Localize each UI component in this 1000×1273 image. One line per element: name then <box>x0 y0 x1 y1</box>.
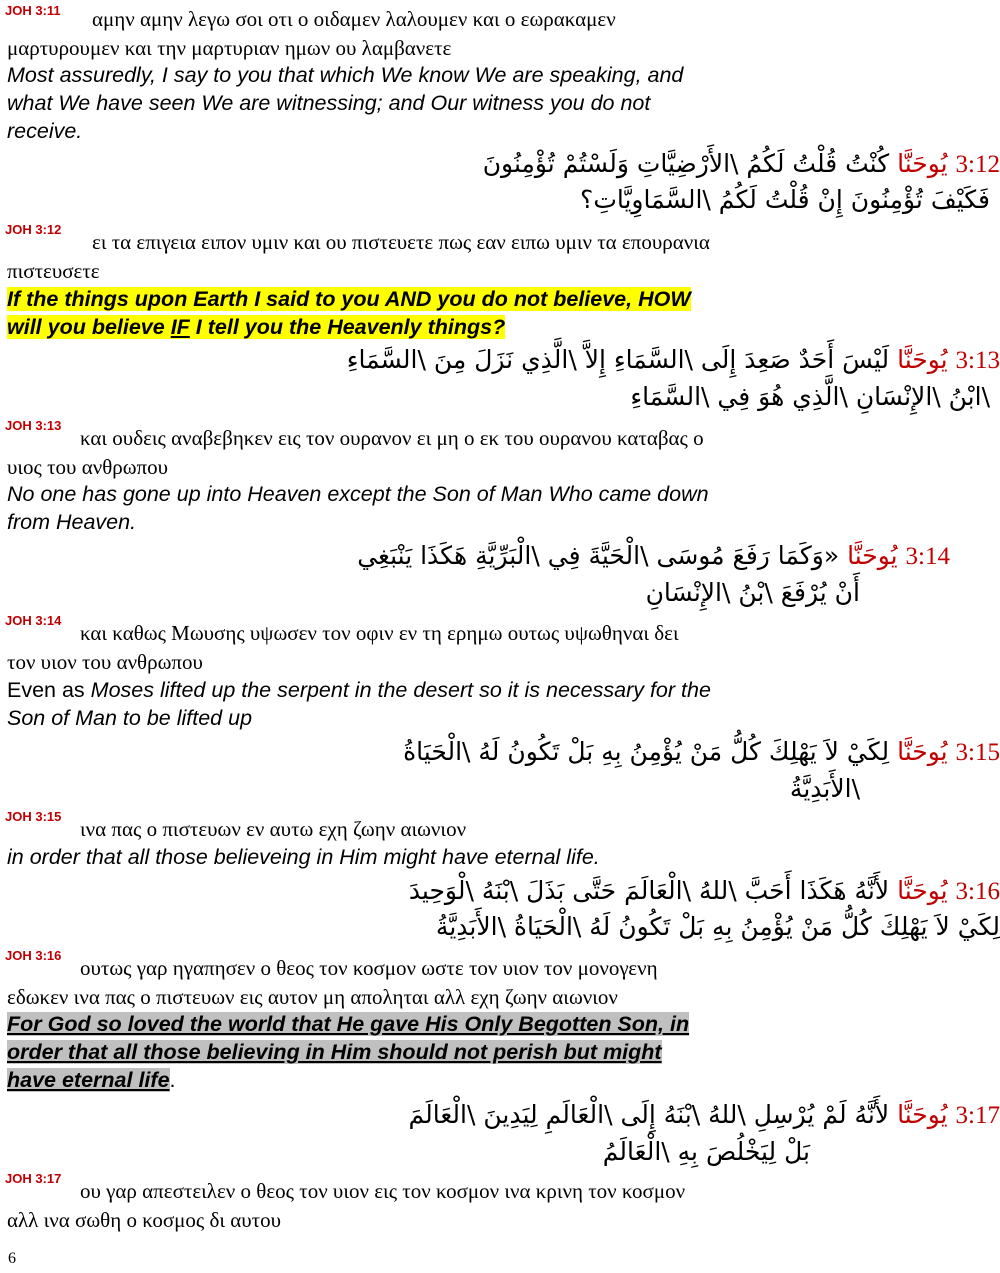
greek-text: υιος του ανθρωπου <box>7 455 169 479</box>
arabic-text: لِكَيْ لاَ يَهْلِكَ كُلُّ مَنْ يُؤْمِنُ بِهِ بَلْ تَكُونُ لَهُ \الْحَيَاةُ \الأَبَدِيَّةُ <box>435 912 1000 941</box>
arabic-text: لِكَيْ لاَ يَهْلِكَ كُلُّ مَنْ يُؤْمِنُ بِهِ بَلْ تَكُونُ لَهُ \الْحَيَاةُ <box>403 737 890 766</box>
english-text <box>7 1038 662 1066</box>
greek-text: ινα πας ο πιστευων εν αυτω εχη ζωην αιωνιον <box>80 817 467 841</box>
english-text: Son of Man to be lifted up <box>7 706 253 730</box>
verse-ref: JOH 3:12 <box>5 222 62 237</box>
greek-text: αμην αμην λεγω σοι οτι ο οιδαμεν λαλουμεν και ο εωρακαμεν <box>92 7 616 31</box>
arabic-book-name: يُوحَنَّا <box>897 151 948 178</box>
arabic-line <box>0 1096 1000 1135</box>
arabic-line <box>0 341 1000 380</box>
highlight-underlined: IF <box>170 315 190 339</box>
arabic-line <box>0 872 1000 911</box>
arabic-book-name: يُوحَنَّا <box>897 878 948 905</box>
greek-text: αλλ ινα σωθη ο κοσμος δι αυτου <box>7 1208 281 1232</box>
greek-text: ει τα επιγεια ειπον υμιν και ου πιστευετε πως εαν ειπω υμιν τα επουρανια <box>92 230 710 254</box>
arabic-text: أَنْ يُرْفَعَ \بْنُ \الإِنْسَانِ <box>645 578 860 607</box>
english-text: receive. <box>7 119 83 143</box>
english-text: what We have seen We are witnessing; and Our witness you do not <box>7 91 651 115</box>
arabic-book-name: يُوحَنَّا <box>897 347 948 374</box>
greek-text: πιστευσετε <box>7 259 100 283</box>
highlight: I tell you the Heavenly things? <box>189 315 506 339</box>
english-text <box>7 285 691 313</box>
verse-ref: JOH 3:11 <box>5 3 61 18</box>
page-number: 6 <box>8 1250 16 1267</box>
english-text: in order that all those believeing in Him might have eternal life. <box>7 845 600 869</box>
arabic-text: \الأَبَدِيَّةُ <box>789 774 860 803</box>
verse-ref: JOH 3:17 <box>5 1171 62 1186</box>
english-text <box>7 676 711 704</box>
arabic-book-name: يُوحَنَّا <box>847 543 898 570</box>
arabic-book-name: يُوحَنَّا <box>897 739 948 766</box>
english-text <box>7 1010 689 1038</box>
verse-ref: JOH 3:16 <box>5 948 62 963</box>
greek-text: ουτως γαρ ηγαπησεν ο θεος τον κοσμον ωστε τον υιον τον μονογενη <box>80 956 658 980</box>
arabic-line <box>0 537 950 576</box>
arabic-verse-number: 3:16 <box>955 878 1000 905</box>
arabic-line <box>0 733 1000 772</box>
greek-text: εδωκεν ινα πας ο πιστευων εις αυτον μη αποληται αλλ εχη ζωην αιωνιον <box>7 985 618 1009</box>
arabic-text: لَيْسَ أَحَدٌ صَعِدَ إِلَى \السَّمَاءِ إِلاَّ \الَّذِي نَزَلَ مِنَ \السَّمَاءِ <box>346 345 890 374</box>
verse-ref: JOH 3:15 <box>5 809 62 824</box>
arabic-verse-number: 3:12 <box>955 151 1000 178</box>
english-text <box>7 1066 176 1094</box>
highlight-underlined: have eternal life <box>7 1068 170 1092</box>
arabic-verse-number: 3:14 <box>905 543 950 570</box>
highlight: will you believe <box>7 315 171 339</box>
greek-text: και ουδεις αναβεβηκεν εις τον ουρανον ει μη ο εκ του ουρανου καταβας ο <box>80 426 704 450</box>
arabic-text: \ابْنُ \الإِنْسَانِ \الَّذِي هُوَ فِي \السَّمَاءِ <box>630 382 990 411</box>
highlight-underlined: For God so loved the world that He gave His Only Begotten Son, in <box>7 1012 690 1036</box>
arabic-verse-number: 3:13 <box>955 347 1000 374</box>
highlight: HOW <box>638 287 691 311</box>
greek-text: ου γαρ απεστειλεν ο θεος τον υιον εις τον κοσμον ινα κρινη τον κοσμον <box>80 1179 686 1203</box>
english-text: from Heaven. <box>7 510 137 534</box>
greek-text: μαρτυρουμεν και την μαρτυριαν ημων ου λαμβανετε <box>7 36 452 60</box>
arabic-verse-number: 3:17 <box>955 1102 1000 1129</box>
highlight-underlined: order that all those believing in Him should not perish but might <box>7 1040 662 1064</box>
arabic-text: بَلْ لِيَخْلُصَ بِهِ \الْعَالَمُ <box>602 1137 810 1166</box>
arabic-text: لأَنَّهُ هَكَذَا أَحَبَّ \للهُ \الْعَالَمَ حَتَّى بَذَلَ \بْنَهُ \لْوَحِيدَ <box>408 876 890 905</box>
highlight: , <box>626 287 639 311</box>
arabic-text: كُنْتُ قُلْتُ لَكُمُ \الأَرْضِيَّاتِ وَلَسْتُمْ تُؤْمِنُونَ <box>482 149 890 178</box>
arabic-line <box>0 145 1000 184</box>
highlight: If the things upon Earth I said to you AND you do not believe <box>7 287 627 311</box>
arabic-text: لأَنَّهُ لَمْ يُرْسِلِ \للهُ \بْنَهُ إِلَى \الْعَالَمِ لِيَدِينَ \الْعَالَمَ <box>408 1100 890 1129</box>
english-text <box>7 313 505 341</box>
english-text: Most assuredly, I say to you that which We know We are speaking, and <box>7 63 684 87</box>
greek-text: τον υιον του ανθρωπου <box>7 650 203 674</box>
verse-ref: JOH 3:14 <box>5 613 62 628</box>
arabic-verse-number: 3:15 <box>955 739 1000 766</box>
arabic-text: فَكَيْفَ تُؤْمِنُونَ إِنْ قُلْتُ لَكُمُ \السَّمَاوِيَّاتِ؟ <box>580 185 990 214</box>
period: . <box>169 1068 176 1092</box>
english-text-part: Even as <box>7 678 91 702</box>
arabic-book-name: يُوحَنَّا <box>897 1102 948 1129</box>
greek-text: και καθως Μωυσης υψωσεν τον οφιν εν τη ερημω ουτως υψωθηναι δει <box>80 621 679 645</box>
verse-ref: JOH 3:13 <box>5 418 62 433</box>
english-text-part: Moses lifted up the serpent in the desert so it is necessary for the <box>90 678 711 702</box>
arabic-text: «وَكَمَا رَفَعَ مُوسَى \الْحَيَّةَ فِي \الْبَرِّيَّةِ هَكَذَا يَنْبَغِي <box>357 541 840 570</box>
english-text: No one has gone up into Heaven except the Son of Man Who came down <box>7 482 709 506</box>
